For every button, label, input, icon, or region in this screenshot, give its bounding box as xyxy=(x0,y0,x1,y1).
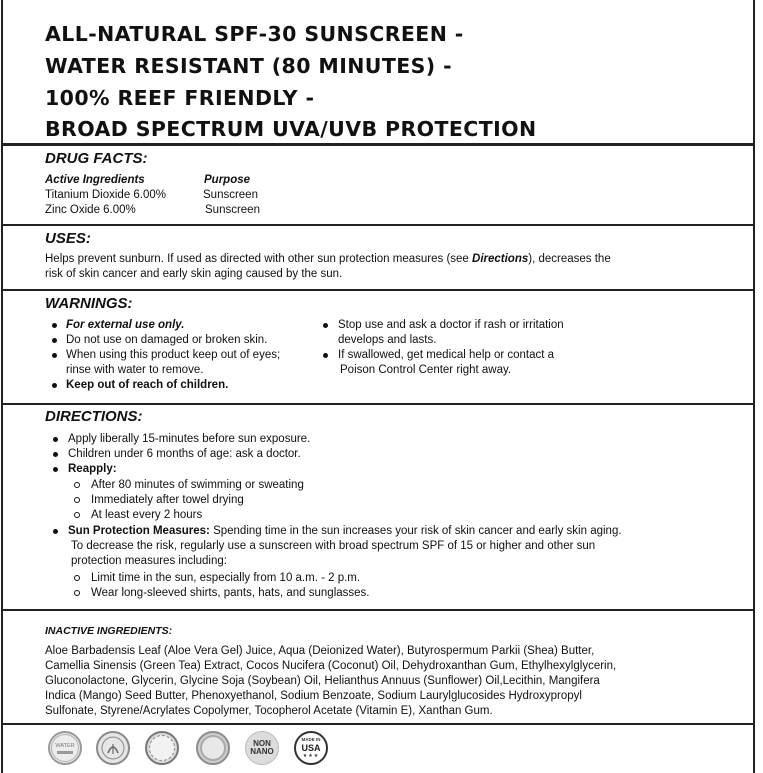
badge-usa-text: USA xyxy=(301,743,321,753)
warning-item: Stop use and ask a doctor if rash or irritation xyxy=(338,319,564,331)
ingredient-cell: Titanium Dioxide 6.00% xyxy=(45,189,167,201)
purpose-cell: Sunscreen xyxy=(203,189,258,201)
inactive-ingredients-line: Gluconolactone, Glycerin, Glycine Soja (Soybean) Oil, Helianthus Annuus (Sunflower) Oil,Lecithin, Mangifera xyxy=(45,675,600,687)
divider-inactive xyxy=(1,723,755,725)
sun-protection-item: Limit time in the sun, especially from 10 a.m. - 2 p.m. xyxy=(91,572,361,584)
divider-uses xyxy=(1,289,755,291)
divider-title xyxy=(1,143,755,146)
drug-facts-heading: DRUG FACTS: xyxy=(45,150,148,167)
bullet-icon xyxy=(323,353,328,358)
sub-bullet-icon xyxy=(74,497,80,503)
certified-seal-icon xyxy=(196,731,230,765)
uses-text-line-1: Helps prevent sunburn. If used as directed with other sun protection measures (see Directions), decreases the xyxy=(45,253,611,265)
bullet-icon xyxy=(53,467,58,472)
title-line-3: 100% REEF FRIENDLY - xyxy=(45,86,315,110)
warning-item-continued: rinse with water to remove. xyxy=(66,364,204,376)
warning-item: If swallowed, get medical help or contact a xyxy=(338,349,555,361)
water-resistant-badge-icon xyxy=(48,731,82,765)
purpose-header: Purpose xyxy=(204,174,251,186)
inactive-ingredients-line: Sulfonate, Styrene/Acrylates Copolymer, Tocopherol Acetate (Vitamin E), Xanthan Gum. xyxy=(45,705,493,717)
bullet-icon xyxy=(52,323,57,328)
title-line-1: ALL-NATURAL SPF-30 SUNSCREEN - xyxy=(45,22,464,46)
bullet-icon xyxy=(53,529,58,534)
bullet-icon xyxy=(53,437,58,442)
warning-item: Do not use on damaged or broken skin. xyxy=(66,334,268,346)
sub-bullet-icon xyxy=(74,512,80,518)
directions-heading: DIRECTIONS: xyxy=(45,408,143,425)
title-line-4: BROAD SPECTRUM UVA/UVB PROTECTION xyxy=(45,117,537,141)
badge-nano-text: NANO xyxy=(250,747,274,756)
badge-stars-icon: ★★★ xyxy=(302,753,320,759)
bullet-icon xyxy=(52,353,57,358)
round-seal-icon xyxy=(145,731,179,765)
bullet-icon xyxy=(53,452,58,457)
warning-item-continued: Poison Control Center right away. xyxy=(340,364,512,376)
sun-protection-item: Wear long-sleeved shirts, pants, hats, and sunglasses. xyxy=(91,587,370,599)
warning-item-continued: develops and lasts. xyxy=(338,334,437,346)
divider-warnings xyxy=(1,403,755,405)
inactive-ingredients-heading: INACTIVE INGREDIENTS: xyxy=(45,625,173,637)
active-ingredients-header: Active Ingredients xyxy=(45,174,145,186)
uses-heading: USES: xyxy=(45,230,91,247)
ingredient-cell: Zinc Oxide 6.00% xyxy=(45,204,136,216)
directions-reference: Directions xyxy=(472,253,529,265)
reapply-item: After 80 minutes of swimming or sweating xyxy=(91,479,304,491)
reapply-item: At least every 2 hours xyxy=(91,509,203,521)
title-line-2: WATER RESISTANT (80 MINUTES) - xyxy=(45,54,452,78)
sub-bullet-icon xyxy=(74,590,80,596)
badge-made-in-text: MADE IN xyxy=(301,737,321,742)
inactive-ingredients-line: Indica (Mango) Seed Butter, Phenoxyethanol, Sodium Benzoate, Sodium Laurylglucosides Hydroxypropyl xyxy=(45,690,582,702)
bullet-icon xyxy=(52,383,57,388)
inactive-ingredients-line: Camellia Sinensis (Green Tea) Extract, Cocos Nucifera (Coconut) Oil, Dehydroxanthan Gum, Ethylhexylglycerin, xyxy=(45,660,617,672)
warnings-heading: WARNINGS: xyxy=(45,295,133,312)
badge-water-text: WATER xyxy=(55,742,75,749)
sun-protection-line-2: To decrease the risk, regularly use a sunscreen with broad spectrum SPF of 15 or higher and other sun xyxy=(71,540,596,552)
warning-item: For external use only. xyxy=(66,319,185,331)
made-in-usa-badge-icon xyxy=(294,731,328,765)
purpose-cell: Sunscreen xyxy=(205,204,260,216)
leaf-seal-icon xyxy=(96,731,130,765)
badge-non-text: NON xyxy=(253,739,271,748)
non-nano-badge-icon xyxy=(245,731,279,765)
right-margin xyxy=(758,0,763,773)
divider-directions xyxy=(1,609,755,611)
sun-protection-measures: Sun Protection Measures: Spending time in the sun increases your risk of skin cancer and early skin aging. xyxy=(68,525,622,537)
bullet-icon xyxy=(323,323,328,328)
uses-text-line-2: risk of skin cancer and early skin aging caused by the sun. xyxy=(45,268,343,280)
inactive-ingredients-line: Aloe Barbadensis Leaf (Aloe Vera Gel) Juice, Aqua (Deionized Water), Butyrospermum Parkii (Shea) Butter, xyxy=(45,645,595,657)
warning-item: Keep out of reach of children. xyxy=(66,379,229,391)
sub-bullet-icon xyxy=(74,575,80,581)
reapply-label: Reapply: xyxy=(68,463,117,475)
warning-item: When using this product keep out of eyes; xyxy=(66,349,281,361)
sub-bullet-icon xyxy=(74,482,80,488)
direction-item: Apply liberally 15-minutes before sun exposure. xyxy=(68,433,311,445)
divider-drug-facts xyxy=(1,224,755,226)
reapply-item: Immediately after towel drying xyxy=(91,494,244,506)
direction-item: Children under 6 months of age: ask a doctor. xyxy=(68,448,301,460)
bullet-icon xyxy=(52,338,57,343)
sun-protection-line-3: protection measures including: xyxy=(71,555,227,567)
